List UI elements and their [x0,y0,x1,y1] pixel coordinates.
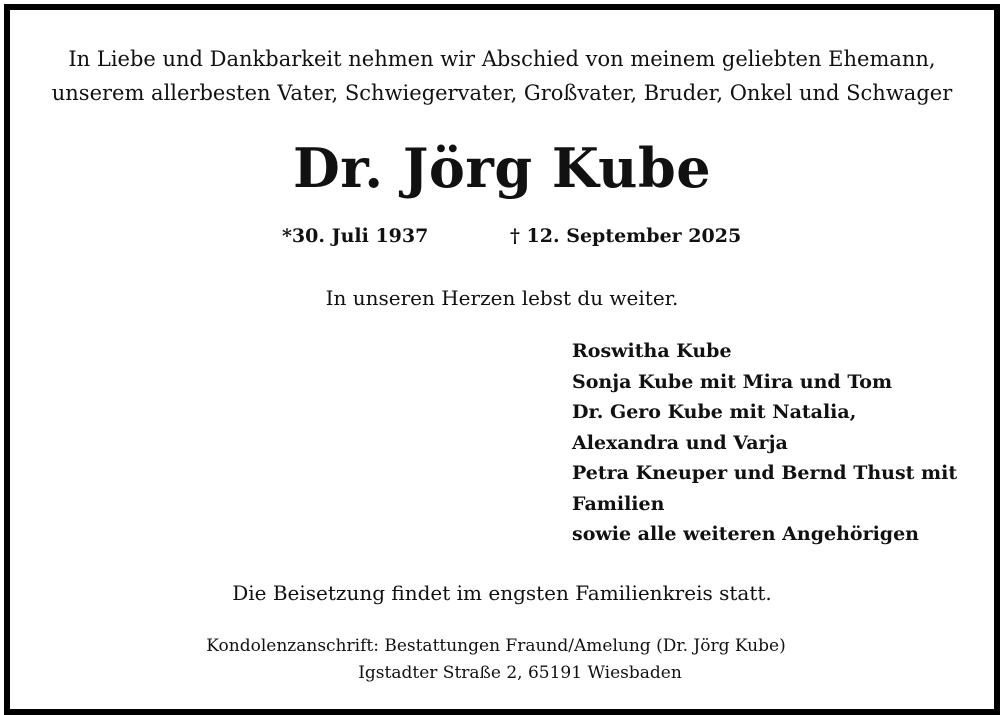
motto: In unseren Herzen lebst du weiter. [325,286,679,310]
obituary-frame [4,4,1000,715]
birth-date: *30. Juli 1937 [282,225,429,247]
mourner-line: Petra Kneuper und Bernd Thust mit [572,462,958,484]
mourner-line: Alexandra und Varja [572,431,788,454]
mourner-line: sowie alle weiteren Angehörigen [572,523,919,545]
mourner-line: Familien [572,492,665,515]
condolence-line-2: Igstadter Straße 2, 65191 Wiesbaden [358,663,682,683]
deceased-name: Dr. Jörg Kube [292,136,712,200]
mourners-list [572,336,992,550]
intro-text [10,42,994,110]
mourner-line: Roswitha Kube [572,340,732,362]
condolence-address [10,633,994,687]
mourner-line: Dr. Gero Kube mit Natalia, [572,401,857,423]
funeral-note: Die Beisetzung findet im engsten Familienkreis statt. [232,581,772,605]
condolence-line-1: Kondolenzanschrift: Bestattungen Fraund/Amelung (Dr. Jörg Kube) [206,636,786,656]
intro-line-2: unserem allerbesten Vater, Schwiegervater, Großvater, Bruder, Onkel und Schwager [51,81,953,105]
death-date: † 12. September 2025 [510,225,742,247]
intro-line-1: In Liebe und Dankbarkeit nehmen wir Abschied von meinem geliebten Ehemann, [68,47,936,71]
mourner-line: Sonja Kube mit Mira und Tom [572,370,893,393]
